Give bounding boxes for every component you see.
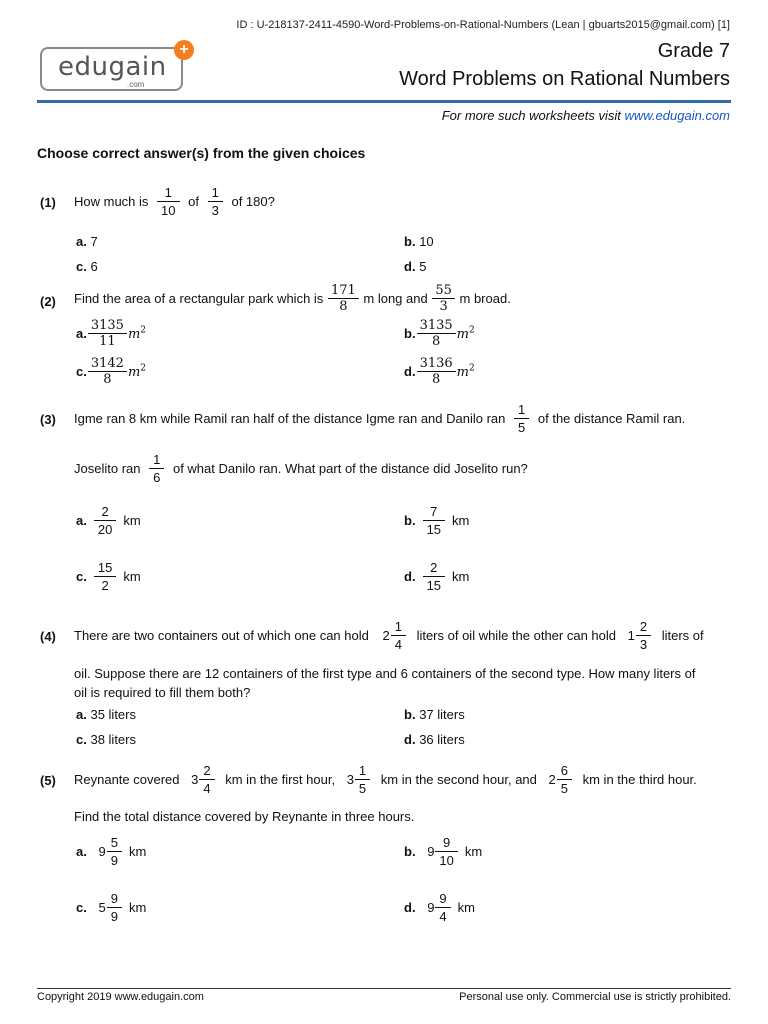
denominator: 20 (97, 522, 113, 537)
denominator: 11 (99, 334, 116, 349)
fraction (108, 890, 121, 925)
fraction (89, 318, 126, 349)
fraction (329, 283, 358, 314)
question-text (74, 184, 275, 219)
question-text-line1 (74, 401, 685, 436)
text-segment: km in the second hour, and (380, 772, 537, 787)
footer-copyright: Copyright 2019 www.edugain.com (37, 991, 204, 1003)
text-segment: km in the third hour. (582, 772, 697, 787)
question-text-line2: Find the total distance covered by Reynante in three hours. (74, 809, 415, 824)
fraction (436, 834, 456, 869)
text-segment: of the distance Ramil ran. (537, 411, 686, 426)
numerator: 6 (560, 763, 568, 778)
text-segment: of 180? (231, 194, 275, 209)
option-value: 5 (419, 259, 427, 274)
unit: km (123, 513, 141, 528)
denominator: 4 (394, 637, 402, 652)
text-segment: m long and (363, 291, 428, 306)
text-segment: of (188, 194, 199, 209)
option-d[interactable] (404, 356, 475, 387)
option-d[interactable] (404, 259, 426, 274)
fraction (209, 184, 222, 219)
unit: $m^2$ (456, 363, 475, 380)
fraction (95, 503, 115, 538)
text-segment: How much is (74, 194, 149, 209)
header-divider (37, 100, 731, 103)
option-label: b. (404, 326, 416, 341)
denominator: 4 (439, 909, 447, 924)
visit-text: For more such worksheets visit (441, 108, 621, 123)
fraction (392, 618, 405, 653)
numerator: 3142 (90, 356, 124, 371)
numerator: 1 (518, 402, 526, 417)
whole-number: 2 (548, 772, 556, 787)
page-title: Word Problems on Rational Numbers (399, 68, 730, 90)
unit: km (128, 900, 147, 915)
option-value: 35 liters (90, 707, 136, 722)
option-a[interactable] (76, 834, 146, 869)
text-segment: Find the area of a rectangular park which is (74, 291, 324, 306)
option-label: a. (76, 234, 87, 249)
numerator: 9 (439, 891, 447, 906)
visit-line (442, 108, 730, 123)
text-segment: There are two containers out of which one can hold (74, 628, 369, 643)
numerator: 2 (101, 504, 109, 519)
option-a[interactable] (76, 503, 141, 538)
option-label: c. (76, 732, 87, 747)
fraction (424, 559, 444, 594)
numerator: 2 (203, 763, 211, 778)
question-text (74, 283, 511, 314)
denominator: 6 (153, 470, 161, 485)
question-number: (2) (40, 294, 56, 309)
denominator: 10 (439, 853, 454, 868)
fraction (637, 618, 650, 653)
option-d[interactable] (404, 732, 465, 747)
unit: km (452, 569, 470, 584)
whole-number: 1 (627, 628, 635, 643)
option-b[interactable] (404, 318, 475, 349)
denominator: 5 (358, 781, 367, 796)
numerator: 3135 (90, 318, 124, 333)
whole-number: 9 (427, 900, 435, 915)
option-label: c. (76, 259, 87, 274)
question-number: (4) (40, 629, 56, 644)
whole-number: 5 (98, 900, 106, 915)
text-segment: liters of oil while the other can hold (416, 628, 617, 643)
denominator: 9 (110, 909, 118, 924)
option-c[interactable] (76, 259, 98, 274)
numerator: 15 (97, 560, 113, 575)
denominator: 3 (211, 203, 219, 218)
unit: km (464, 844, 483, 859)
numerator: 55 (435, 283, 452, 298)
numerator: 2 (430, 560, 438, 575)
whole-number: 3 (346, 772, 354, 787)
option-b[interactable] (404, 834, 482, 869)
option-d[interactable] (404, 559, 469, 594)
denominator: 15 (426, 578, 442, 593)
option-label: a. (76, 513, 87, 528)
option-c[interactable] (76, 559, 141, 594)
option-d[interactable] (404, 890, 475, 925)
option-label: d. (404, 364, 416, 379)
fraction (418, 356, 455, 387)
option-label: a. (76, 844, 87, 859)
numerator: 2 (639, 619, 648, 634)
fraction (108, 834, 121, 869)
text-segment: Joselito ran (74, 461, 141, 476)
option-label: b. (404, 844, 416, 859)
text-segment: liters of (661, 628, 704, 643)
numerator: 1 (164, 185, 172, 200)
whole-number: 3 (191, 772, 199, 787)
numerator: 171 (330, 283, 356, 298)
denominator: 8 (431, 372, 441, 387)
denominator: 8 (431, 334, 441, 349)
option-value: 7 (90, 234, 98, 249)
text-segment: m broad. (459, 291, 511, 306)
option-label: d. (404, 259, 416, 274)
option-c[interactable] (76, 356, 146, 387)
option-label: d. (404, 569, 416, 584)
denominator: 4 (203, 781, 211, 796)
text-segment: km in the first hour, (225, 772, 336, 787)
edugain-link[interactable]: www.edugain.com (624, 108, 730, 123)
option-label: d. (404, 900, 416, 915)
question-text-line3: oil is required to fill them both? (74, 685, 251, 700)
question-number: (5) (40, 773, 56, 788)
option-label: a. (76, 326, 87, 341)
option-value: 36 liters (419, 732, 465, 747)
unit: $m^2$ (127, 325, 146, 342)
option-a[interactable] (76, 707, 136, 722)
fraction (418, 318, 455, 349)
option-a[interactable] (76, 318, 146, 349)
denominator: 5 (518, 420, 526, 435)
numerator: 7 (430, 504, 438, 519)
grade-label: Grade 7 (657, 40, 730, 62)
numerator: 3135 (419, 318, 453, 333)
numerator: 1 (153, 452, 161, 467)
numerator: 9 (110, 891, 118, 906)
denominator: 8 (339, 299, 348, 314)
fraction (150, 451, 163, 486)
option-b[interactable] (404, 234, 434, 249)
numerator: 5 (110, 835, 118, 850)
option-c[interactable] (76, 732, 136, 747)
option-value: 10 (419, 234, 434, 249)
fraction (558, 762, 571, 797)
fraction (433, 283, 454, 314)
option-label: d. (404, 732, 416, 747)
numerator: 9 (443, 835, 451, 850)
option-a[interactable] (76, 234, 98, 249)
footer-notice: Personal use only. Commercial use is strictly prohibited. (459, 991, 731, 1003)
denominator: 10 (161, 203, 176, 218)
question-text-line1 (74, 618, 704, 653)
whole-number: 2 (382, 628, 390, 643)
footer-divider (37, 988, 731, 989)
question-text-line2 (74, 451, 528, 486)
unit: km (123, 569, 141, 584)
text-segment: Igme ran 8 km while Ramil ran half of the distance Igme ran and Danilo ran (74, 411, 506, 426)
question-number: (1) (40, 195, 56, 210)
option-value: 6 (90, 259, 98, 274)
question-text-line1 (74, 762, 697, 797)
fraction (158, 184, 178, 219)
fraction (436, 890, 449, 925)
fraction (515, 401, 528, 436)
numerator: 1 (394, 619, 402, 634)
option-c[interactable] (76, 890, 146, 925)
option-b[interactable] (404, 707, 465, 722)
numerator: 1 (358, 763, 367, 778)
fraction (89, 356, 126, 387)
logo-text: edugain (58, 52, 167, 82)
text-segment: of what Danilo ran. What part of the distance did Joselito run? (172, 461, 528, 476)
denominator: 8 (103, 372, 112, 387)
whole-number: 9 (427, 844, 435, 859)
question-number: (3) (40, 412, 56, 427)
denominator: 15 (426, 522, 442, 537)
option-label: b. (404, 707, 416, 722)
unit: $m^2$ (127, 363, 146, 380)
option-label: b. (404, 513, 416, 528)
numerator: 1 (211, 185, 219, 200)
option-value: 38 liters (90, 732, 136, 747)
worksheet-id: ID : U-218137-2411-4590-Word-Problems-on-Rational-Numbers (Lean | gbuarts2015@gmail.com) [1] (236, 19, 730, 31)
unit: km (457, 900, 475, 915)
option-label: a. (76, 707, 87, 722)
question-text-line2: oil. Suppose there are 12 containers of the first type and 6 containers of the second type. How many liters of (74, 666, 696, 681)
option-label: b. (404, 234, 416, 249)
instructions: Choose correct answer(s) from the given choices (37, 145, 366, 161)
denominator: 2 (101, 578, 109, 593)
text-segment: Reynante covered (74, 772, 180, 787)
numerator: 3136 (419, 356, 453, 371)
denominator: 3 (439, 299, 448, 314)
edugain-logo (40, 41, 189, 91)
unit: km (452, 513, 470, 528)
option-label: c. (76, 364, 87, 379)
option-label: c. (76, 569, 87, 584)
denominator: 5 (560, 781, 568, 796)
fraction (424, 503, 444, 538)
fraction (356, 762, 369, 797)
fraction (95, 559, 115, 594)
option-b[interactable] (404, 503, 469, 538)
unit: km (128, 844, 147, 859)
plus-icon: + (174, 40, 194, 60)
denominator: 3 (639, 637, 648, 652)
option-label: c. (76, 900, 87, 915)
denominator: 9 (110, 853, 118, 868)
logo-subtext: .com (127, 80, 145, 89)
unit: $m^2$ (456, 325, 475, 342)
option-value: 37 liters (419, 707, 465, 722)
fraction (200, 762, 213, 797)
whole-number: 9 (98, 844, 106, 859)
